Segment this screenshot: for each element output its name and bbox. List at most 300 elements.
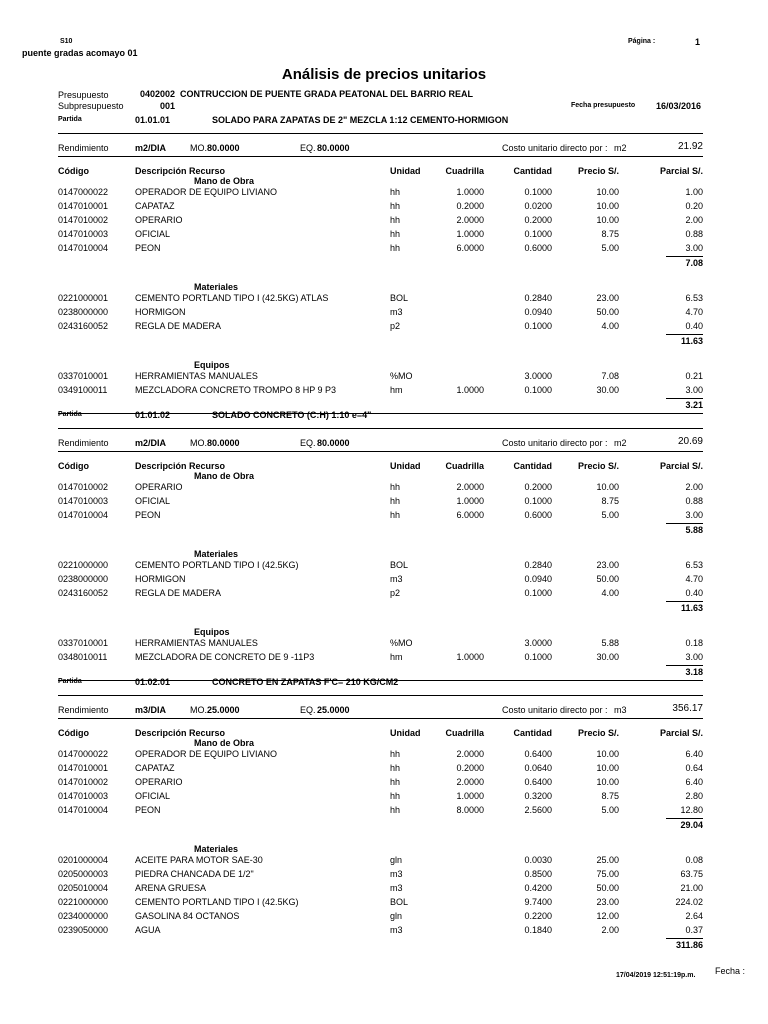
- cell-parcial: 0.88: [685, 496, 703, 506]
- partida-divider: [58, 133, 703, 134]
- group-materiales-label: Materiales: [194, 282, 239, 292]
- cell-precio: 8.75: [601, 229, 619, 239]
- cell-parcial: 0.20: [685, 201, 703, 211]
- cell-cantidad: 0.2840: [524, 293, 552, 303]
- rendimiento-label: Rendimiento: [58, 143, 109, 153]
- eq-label: EQ.: [300, 705, 316, 715]
- cell-codigo: 0147010001: [58, 201, 109, 211]
- costo-unitario-unit: m2: [614, 438, 627, 448]
- cell-codigo: 0337010001: [58, 371, 109, 381]
- cell-desc: HORMIGON: [135, 574, 186, 584]
- mano-obra-subtotal: 5.88: [685, 525, 703, 535]
- cell-codigo: 0147010004: [58, 805, 109, 815]
- cell-codigo: 0201000004: [58, 855, 109, 865]
- partida-code: 01.02.01: [135, 677, 171, 687]
- cell-cantidad: 0.2840: [524, 560, 552, 570]
- cell-codigo: 0337010001: [58, 638, 109, 648]
- rendimiento-unit: m2/DIA: [135, 143, 167, 153]
- resource-row: [0, 385, 768, 398]
- cell-desc: CEMENTO PORTLAND TIPO I (42.5KG): [135, 560, 299, 570]
- eq-value: 25.0000: [317, 705, 350, 715]
- cell-parcial: 0.64: [685, 763, 703, 773]
- cell-parcial: 2.80: [685, 791, 703, 801]
- cell-parcial: 4.70: [685, 574, 703, 584]
- resource-row: [0, 925, 768, 938]
- resource-row: [0, 791, 768, 804]
- cell-desc: CAPATAZ: [135, 201, 175, 211]
- column-header-codigo: Código: [58, 166, 89, 176]
- cell-cuadrilla: 1.0000: [456, 791, 484, 801]
- cell-codigo: 0147010002: [58, 777, 109, 787]
- cell-unidad: hh: [390, 749, 401, 759]
- column-header-cuadrilla: Cuadrilla: [445, 461, 484, 471]
- rendimiento-unit: m3/DIA: [135, 705, 167, 715]
- equipos-subtotal: 3.21: [685, 400, 703, 410]
- cell-codigo: 0234000000: [58, 911, 109, 921]
- materiales-subtotal: 311.86: [675, 940, 703, 950]
- resource-row: [0, 293, 768, 306]
- cell-codigo: 0147010003: [58, 229, 109, 239]
- column-header-precio: Precio S/.: [577, 166, 619, 176]
- column-header-unidad: Unidad: [390, 728, 421, 738]
- cell-codigo: 0205000003: [58, 869, 109, 879]
- mo-label: MO.: [190, 438, 207, 448]
- cell-precio: 4.00: [601, 321, 619, 331]
- cell-precio: 5.00: [601, 510, 619, 520]
- cell-cantidad: 0.1000: [524, 588, 552, 598]
- cell-precio: 75.00: [596, 869, 619, 879]
- cell-precio: 23.00: [596, 293, 619, 303]
- column-header-cantidad: Cantidad: [513, 461, 552, 471]
- cell-unidad: m3: [390, 883, 403, 893]
- cell-cuadrilla: 1.0000: [456, 496, 484, 506]
- cell-desc: REGLA DE MADERA: [135, 588, 222, 598]
- cell-parcial: 0.37: [685, 925, 703, 935]
- cell-cantidad: 0.0030: [524, 855, 552, 865]
- cell-desc: OFICIAL: [135, 496, 171, 506]
- resource-row: [0, 855, 768, 868]
- cell-precio: 30.00: [596, 652, 619, 662]
- cell-cuadrilla: 2.0000: [456, 215, 484, 225]
- column-header-precio: Precio S/.: [577, 728, 619, 738]
- cell-precio: 10.00: [596, 187, 619, 197]
- materiales-subtotal: 11.63: [680, 603, 703, 613]
- costo-unitario-total: 356.17: [672, 703, 703, 714]
- cell-codigo: 0147010004: [58, 243, 109, 253]
- cell-codigo: 0238000000: [58, 307, 109, 317]
- cell-cuadrilla: 0.2000: [456, 763, 484, 773]
- group-mano-obra-label: Mano de Obra: [194, 471, 255, 481]
- cell-desc: PEON: [135, 805, 161, 815]
- cell-cuadrilla: 1.0000: [456, 229, 484, 239]
- column-header-unidad: Unidad: [390, 166, 421, 176]
- rendimiento-divider: [58, 718, 703, 719]
- costo-unitario-label: Costo unitario directo por :: [502, 438, 608, 448]
- cell-unidad: hh: [390, 496, 401, 506]
- materiales-subtotal: 11.63: [680, 336, 703, 346]
- cell-unidad: hh: [390, 201, 401, 211]
- cell-cantidad: 0.0200: [524, 201, 552, 211]
- cell-parcial: 0.08: [685, 855, 703, 865]
- cell-unidad: m3: [390, 307, 403, 317]
- resource-row: [0, 371, 768, 384]
- cell-desc: GASOLINA 84 OCTANOS: [135, 911, 240, 921]
- column-header-descripcion: Descripción Recurso: [135, 461, 226, 471]
- costo-unitario-unit: m2: [614, 143, 627, 153]
- cell-unidad: m3: [390, 574, 403, 584]
- presupuesto-code: 0402002: [140, 89, 176, 99]
- resource-row: [0, 763, 768, 776]
- mano-obra-subtotal: 7.08: [685, 258, 703, 268]
- cell-codigo: 0239050000: [58, 925, 109, 935]
- cell-precio: 2.00: [601, 925, 619, 935]
- cell-parcial: 3.00: [685, 385, 703, 395]
- cell-codigo: 0243160052: [58, 321, 109, 331]
- cell-unidad: hh: [390, 805, 401, 815]
- cell-parcial: 3.00: [685, 652, 703, 662]
- s10-label: S10: [60, 38, 73, 45]
- cell-codigo: 0147010002: [58, 215, 109, 225]
- footer-timestamp: 17/04/2019 12:51:19p.m.: [616, 972, 696, 979]
- mo-value: 25.0000: [207, 705, 240, 715]
- cell-unidad: gln: [390, 911, 403, 921]
- cell-parcial: 12.80: [680, 805, 703, 815]
- cell-cantidad: 0.1000: [524, 496, 552, 506]
- cell-codigo: 0147010001: [58, 763, 109, 773]
- cell-cuadrilla: 6.0000: [456, 243, 484, 253]
- cell-unidad: hh: [390, 482, 401, 492]
- cell-codigo: 0349100011: [58, 385, 108, 395]
- cell-desc: OFICIAL: [135, 791, 171, 801]
- group-materiales-label: Materiales: [194, 844, 239, 854]
- column-header-codigo: Código: [58, 461, 89, 471]
- cell-precio: 23.00: [596, 897, 619, 907]
- eq-label: EQ.: [300, 438, 316, 448]
- cell-precio: 50.00: [596, 574, 619, 584]
- cell-codigo: 0147010002: [58, 482, 109, 492]
- eq-value: 80.0000: [317, 438, 350, 448]
- column-header-codigo: Código: [58, 728, 89, 738]
- cell-codigo: 0147000022: [58, 187, 109, 197]
- cell-cantidad: 0.2000: [524, 215, 552, 225]
- partida-description: SOLADO PARA ZAPATAS DE 2" MEZCLA 1:12 CEMENTO-HORMIGON: [212, 115, 509, 125]
- cell-desc: PIEDRA CHANCADA DE 1/2": [135, 869, 254, 879]
- cell-cuadrilla: 6.0000: [456, 510, 484, 520]
- cell-parcial: 3.00: [685, 510, 703, 520]
- cell-cantidad: 0.2200: [524, 911, 552, 921]
- mo-label: MO.: [190, 143, 207, 153]
- resource-row: [0, 652, 768, 665]
- rendimiento-label: Rendimiento: [58, 705, 109, 715]
- subtotal-divider: [666, 256, 703, 257]
- costo-unitario-total: 20.69: [677, 436, 703, 447]
- cell-desc: PEON: [135, 243, 161, 253]
- cell-desc: OFICIAL: [135, 229, 171, 239]
- cell-parcial: 6.40: [685, 749, 703, 759]
- mano-obra-subtotal: 29.04: [680, 820, 703, 830]
- cell-cantidad: 0.6000: [524, 243, 552, 253]
- cell-cantidad: 3.0000: [524, 638, 552, 648]
- cell-unidad: %MO: [390, 638, 413, 648]
- cell-cuadrilla: 8.0000: [456, 805, 484, 815]
- cell-unidad: hh: [390, 187, 401, 197]
- group-mano-obra-label: Mano de Obra: [194, 738, 255, 748]
- cell-parcial: 0.21: [685, 371, 703, 381]
- subtotal-divider: [666, 665, 703, 666]
- cell-parcial: 0.18: [685, 638, 703, 648]
- cell-cuadrilla: 2.0000: [456, 749, 484, 759]
- cell-unidad: hm: [390, 652, 403, 662]
- cell-precio: 7.08: [601, 371, 619, 381]
- subpresupuesto-code: 001: [160, 101, 176, 111]
- cell-parcial: 224.02: [675, 897, 703, 907]
- resource-row: [0, 777, 768, 790]
- resource-row: [0, 187, 768, 200]
- cell-desc: OPERARIO: [135, 777, 183, 787]
- cell-desc: OPERADOR DE EQUIPO LIVIANO: [135, 187, 278, 197]
- resource-row: [0, 749, 768, 762]
- costo-unitario-total: 21.92: [677, 141, 703, 152]
- cell-parcial: 1.00: [685, 187, 703, 197]
- cell-desc: AGUA: [135, 925, 161, 935]
- rendimiento-divider: [58, 156, 703, 157]
- subtotal-divider: [666, 523, 703, 524]
- rendimiento-label: Rendimiento: [58, 438, 109, 448]
- cell-precio: 10.00: [596, 201, 619, 211]
- partida-divider: [58, 695, 703, 696]
- cell-codigo: 0348010011: [58, 652, 108, 662]
- cell-unidad: p2: [390, 321, 401, 331]
- cell-codigo: 0238000000: [58, 574, 109, 584]
- cell-cantidad: 0.1840: [524, 925, 552, 935]
- cell-cantidad: 2.5600: [524, 805, 552, 815]
- resource-row: [0, 482, 768, 495]
- cell-desc: OPERARIO: [135, 215, 183, 225]
- cell-desc: CEMENTO PORTLAND TIPO I (42.5KG): [135, 897, 299, 907]
- cell-cantidad: 0.3200: [524, 791, 552, 801]
- cell-precio: 10.00: [596, 763, 619, 773]
- cell-codigo: 0221000001: [58, 293, 109, 303]
- cell-cantidad: 9.7400: [524, 897, 552, 907]
- cell-unidad: hm: [390, 385, 403, 395]
- resource-row: [0, 307, 768, 320]
- footer-fecha-label: Fecha :: [715, 966, 746, 976]
- group-materiales-label: Materiales: [194, 549, 239, 559]
- cell-precio: 8.75: [601, 791, 619, 801]
- column-header-parcial: Parcial S/.: [659, 166, 703, 176]
- cell-precio: 50.00: [596, 883, 619, 893]
- cell-codigo: 0147010003: [58, 496, 109, 506]
- cell-unidad: BOL: [390, 897, 409, 907]
- page-title: Análisis de precios unitarios: [281, 66, 487, 83]
- cell-cantidad: 3.0000: [524, 371, 552, 381]
- resource-row: [0, 869, 768, 882]
- cell-precio: 10.00: [596, 215, 619, 225]
- cell-unidad: hh: [390, 791, 401, 801]
- resource-row: [0, 321, 768, 334]
- cell-precio: 12.00: [596, 911, 619, 921]
- cell-unidad: BOL: [390, 560, 409, 570]
- cell-unidad: hh: [390, 215, 401, 225]
- cell-precio: 23.00: [596, 560, 619, 570]
- cell-desc: OPERARIO: [135, 482, 183, 492]
- cell-parcial: 6.53: [685, 293, 703, 303]
- cell-precio: 4.00: [601, 588, 619, 598]
- column-header-unidad: Unidad: [390, 461, 421, 471]
- cell-cantidad: 0.6400: [524, 777, 552, 787]
- cell-cantidad: 0.6400: [524, 749, 552, 759]
- subtotal-divider: [666, 398, 703, 399]
- cell-cuadrilla: 0.2000: [456, 201, 484, 211]
- partida-label: Partida: [58, 678, 82, 685]
- cell-desc: CEMENTO PORTLAND TIPO I (42.5KG) ATLAS: [135, 293, 329, 303]
- resource-row: [0, 883, 768, 896]
- eq-value: 80.0000: [317, 143, 350, 153]
- cell-cantidad: 0.1000: [524, 229, 552, 239]
- cell-precio: 50.00: [596, 307, 619, 317]
- cell-cuadrilla: 2.0000: [456, 777, 484, 787]
- cell-precio: 10.00: [596, 777, 619, 787]
- column-header-descripcion: Descripción Recurso: [135, 728, 226, 738]
- cell-cuadrilla: 1.0000: [456, 385, 484, 395]
- partida-code: 01.01.01: [135, 115, 171, 125]
- cell-unidad: hh: [390, 763, 401, 773]
- cell-cantidad: 0.0640: [524, 763, 552, 773]
- partida-label: Partida: [58, 116, 82, 123]
- cell-parcial: 2.00: [685, 482, 703, 492]
- page-number: 1: [695, 37, 701, 47]
- cell-parcial: 6.53: [685, 560, 703, 570]
- equipos-subtotal: 3.18: [685, 667, 703, 677]
- cell-precio: 5.00: [601, 243, 619, 253]
- presupuesto-label: Presupuesto: [58, 90, 109, 100]
- column-header-precio: Precio S/.: [577, 461, 619, 471]
- cell-parcial: 2.00: [685, 215, 703, 225]
- cell-cuadrilla: 2.0000: [456, 482, 484, 492]
- group-mano-obra-label: Mano de Obra: [194, 176, 255, 186]
- cell-parcial: 0.40: [685, 321, 703, 331]
- partida-divider: [58, 428, 703, 429]
- cell-desc: MEZCLADORA CONCRETO TROMPO 8 HP 9 P3: [135, 385, 337, 395]
- partida-description: SOLADO CONCRETO (C:H) 1:10 e=4": [212, 410, 372, 420]
- cell-unidad: hh: [390, 510, 401, 520]
- project-name: puente gradas acomayo 01: [22, 48, 138, 58]
- costo-unitario-unit: m3: [614, 705, 627, 715]
- cell-desc: HORMIGON: [135, 307, 186, 317]
- column-header-descripcion: Descripción Recurso: [135, 166, 226, 176]
- cell-cantidad: 0.1000: [524, 652, 552, 662]
- resource-row: [0, 229, 768, 242]
- cell-parcial: 3.00: [685, 243, 703, 253]
- cell-parcial: 0.88: [685, 229, 703, 239]
- cell-cantidad: 0.6000: [524, 510, 552, 520]
- cell-precio: 30.00: [596, 385, 619, 395]
- column-header-parcial: Parcial S/.: [659, 461, 703, 471]
- cell-cuadrilla: 1.0000: [456, 187, 484, 197]
- cell-codigo: 0221000000: [58, 897, 109, 907]
- resource-row: [0, 243, 768, 256]
- resource-row: [0, 201, 768, 214]
- partida-code: 01.01.02: [135, 410, 171, 420]
- partida-description: CONCRETO EN ZAPATAS F'C= 210 KG/CM2: [212, 677, 399, 687]
- cell-codigo: 0221000000: [58, 560, 109, 570]
- cell-desc: ARENA GRUESA: [135, 883, 207, 893]
- cell-cantidad: 0.0940: [524, 307, 552, 317]
- cell-parcial: 21.00: [680, 883, 703, 893]
- fecha-presupuesto-label: Fecha presupuesto: [571, 102, 636, 109]
- cell-precio: 10.00: [596, 482, 619, 492]
- cell-cantidad: 0.8500: [524, 869, 552, 879]
- cell-unidad: hh: [390, 243, 401, 253]
- resource-row: [0, 215, 768, 228]
- cell-desc: CAPATAZ: [135, 763, 175, 773]
- subtotal-divider: [666, 938, 703, 939]
- cell-desc: OPERADOR DE EQUIPO LIVIANO: [135, 749, 278, 759]
- cell-unidad: m3: [390, 925, 403, 935]
- cell-cantidad: 0.1000: [524, 187, 552, 197]
- group-equipos-label: Equipos: [194, 627, 230, 637]
- cell-desc: PEON: [135, 510, 161, 520]
- cell-desc: MEZCLADORA DE CONCRETO DE 9 -11P3: [135, 652, 315, 662]
- cell-unidad: m3: [390, 869, 403, 879]
- subtotal-divider: [666, 334, 703, 335]
- cell-parcial: 6.40: [685, 777, 703, 787]
- rendimiento-unit: m2/DIA: [135, 438, 167, 448]
- cell-precio: 8.75: [601, 496, 619, 506]
- cell-cuadrilla: 1.0000: [456, 652, 484, 662]
- cell-unidad: hh: [390, 777, 401, 787]
- column-header-cuadrilla: Cuadrilla: [445, 166, 484, 176]
- cell-precio: 5.00: [601, 805, 619, 815]
- resource-row: [0, 805, 768, 818]
- cell-precio: 25.00: [596, 855, 619, 865]
- resource-row: [0, 574, 768, 587]
- cell-cantidad: 0.0940: [524, 574, 552, 584]
- mo-label: MO.: [190, 705, 207, 715]
- cell-parcial: 0.40: [685, 588, 703, 598]
- cell-cantidad: 0.1000: [524, 321, 552, 331]
- cell-codigo: 0243160052: [58, 588, 109, 598]
- subtotal-divider: [666, 818, 703, 819]
- resource-row: [0, 496, 768, 509]
- rendimiento-divider: [58, 451, 703, 452]
- group-equipos-label: Equipos: [194, 360, 230, 370]
- page-label: Página :: [628, 38, 656, 45]
- cell-cantidad: 0.1000: [524, 385, 552, 395]
- mo-value: 80.0000: [207, 438, 240, 448]
- mo-value: 80.0000: [207, 143, 240, 153]
- resource-row: [0, 510, 768, 523]
- subtotal-divider: [666, 601, 703, 602]
- cell-cantidad: 0.4200: [524, 883, 552, 893]
- subpresupuesto-label: Subpresupuesto: [58, 101, 124, 111]
- cell-cantidad: 0.2000: [524, 482, 552, 492]
- resource-row: [0, 911, 768, 924]
- cell-parcial: 2.64: [685, 911, 703, 921]
- cell-codigo: 0147000022: [58, 749, 109, 759]
- column-header-cantidad: Cantidad: [513, 728, 552, 738]
- cell-unidad: BOL: [390, 293, 409, 303]
- eq-label: EQ.: [300, 143, 316, 153]
- resource-row: [0, 897, 768, 910]
- cell-parcial: 63.75: [680, 869, 703, 879]
- costo-unitario-label: Costo unitario directo por :: [502, 143, 608, 153]
- cell-unidad: gln: [390, 855, 403, 865]
- cell-parcial: 4.70: [685, 307, 703, 317]
- resource-row: [0, 588, 768, 601]
- cell-precio: 10.00: [596, 749, 619, 759]
- cell-unidad: p2: [390, 588, 401, 598]
